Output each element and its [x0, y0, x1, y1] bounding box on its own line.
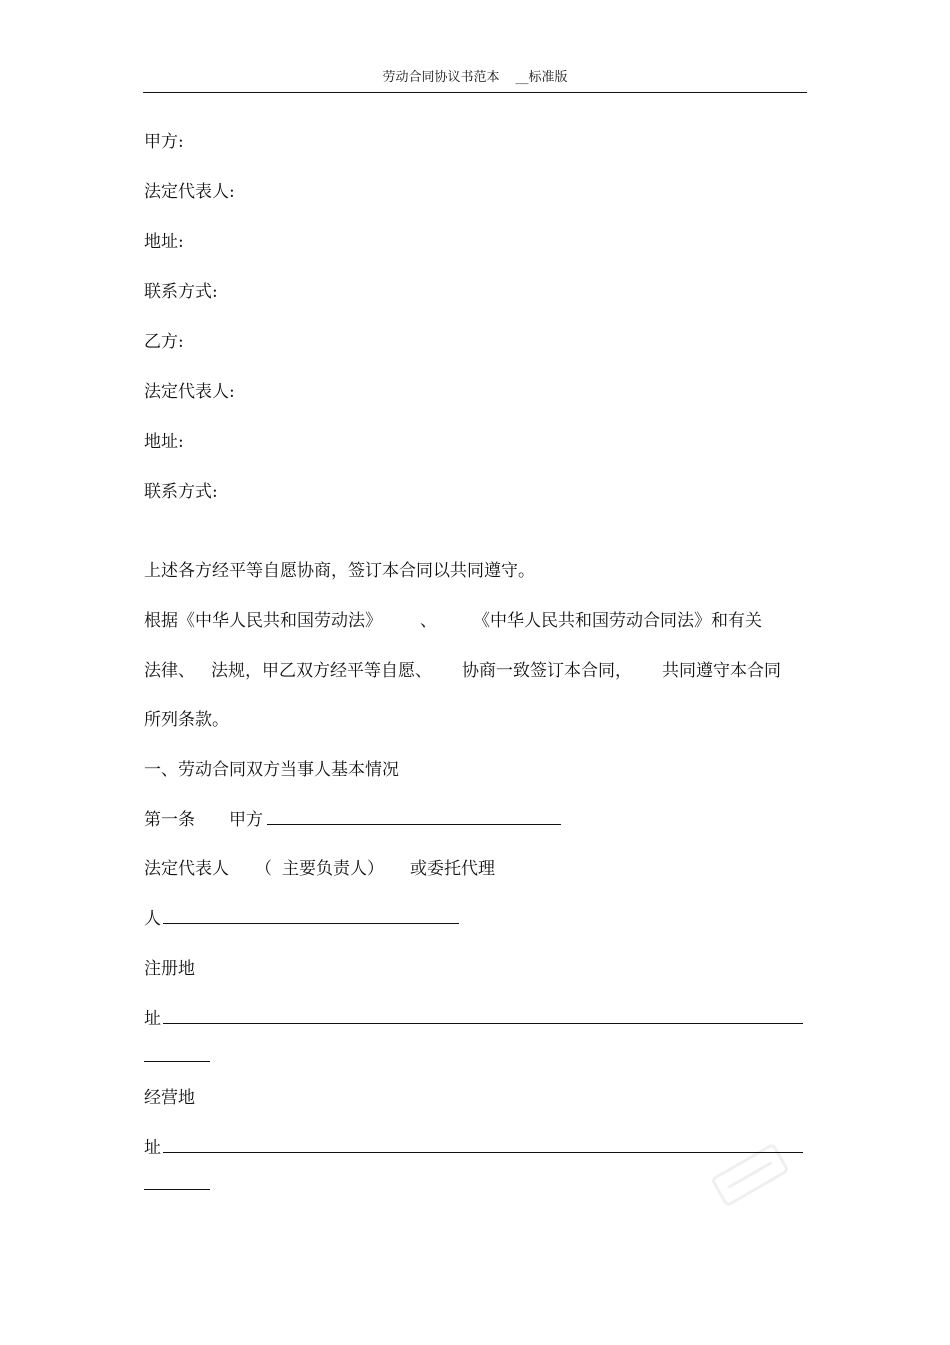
reg-address-blank-cont[interactable] — [144, 1047, 210, 1062]
basis-line-1 — [144, 610, 762, 632]
reg-address-label-2: 址 — [144, 1009, 161, 1029]
reg-address-line — [144, 1008, 803, 1030]
rep-b: （ — [255, 859, 272, 879]
rep-cont-line — [144, 908, 459, 930]
basis-line-3: 所列条款。 — [144, 710, 229, 730]
basis-line-2 — [144, 660, 781, 682]
basis-1c: 《中华人民共和国劳动合同法》和有关 — [473, 611, 762, 631]
rep-a: 法定代表人 — [144, 859, 229, 879]
page-header — [143, 68, 807, 92]
header-title: 劳动合同协议书范本 — [382, 70, 500, 85]
header-edition: 标准版 — [528, 70, 568, 85]
op-address-blank-cont[interactable] — [144, 1175, 210, 1190]
rep-line — [144, 858, 495, 880]
header-rule — [143, 92, 807, 93]
party-b-label: 乙方: — [144, 332, 184, 352]
party-b-rep-label: 法定代表人: — [144, 382, 235, 402]
article-1-party: 甲方 — [229, 810, 263, 830]
basis-2a: 法律、 — [144, 661, 195, 681]
op-address-blank-cont-line — [144, 1174, 210, 1196]
article-1-label: 第一条 — [144, 810, 195, 830]
reg-address-blank[interactable] — [163, 1009, 803, 1024]
party-b-address-label: 地址: — [144, 432, 184, 452]
party-b-contact-label: 联系方式: — [144, 482, 218, 502]
basis-1b: 、 — [420, 611, 437, 631]
representative-blank[interactable] — [163, 909, 459, 924]
party-a-contact-label: 联系方式: — [144, 282, 218, 302]
reg-address-blank-cont-line — [144, 1046, 210, 1068]
rep-d: 或委托代理 — [410, 859, 495, 879]
party-a-label: 甲方: — [144, 132, 184, 152]
section-heading-1: 一、劳动合同双方当事人基本情况 — [144, 760, 399, 780]
party-a-address-label: 地址: — [144, 232, 184, 252]
header-blank: __ — [515, 70, 529, 85]
op-address-label-2: 址 — [144, 1138, 161, 1158]
op-address-label-1: 经营地 — [144, 1088, 195, 1108]
reg-address-label-1: 注册地 — [144, 959, 195, 979]
rep-cont: 人 — [144, 909, 161, 929]
faint-watermark-image — [705, 1130, 795, 1220]
rep-c: 主要负责人） — [282, 859, 384, 879]
party-a-name-blank[interactable] — [267, 810, 561, 825]
party-a-rep-label: 法定代表人: — [144, 182, 235, 202]
article-1-line — [144, 809, 561, 831]
intro-paragraph: 上述各方经平等自愿协商，签订本合同以共同遵守。 — [144, 561, 535, 581]
basis-1a: 根据《中华人民共和国劳动法》 — [144, 611, 382, 631]
basis-2d: 共同遵守本合同 — [662, 661, 781, 681]
basis-2b: 法规，甲乙双方经平等自愿、 — [211, 661, 432, 681]
basis-2c: 协商一致签订本合同， — [462, 661, 632, 681]
